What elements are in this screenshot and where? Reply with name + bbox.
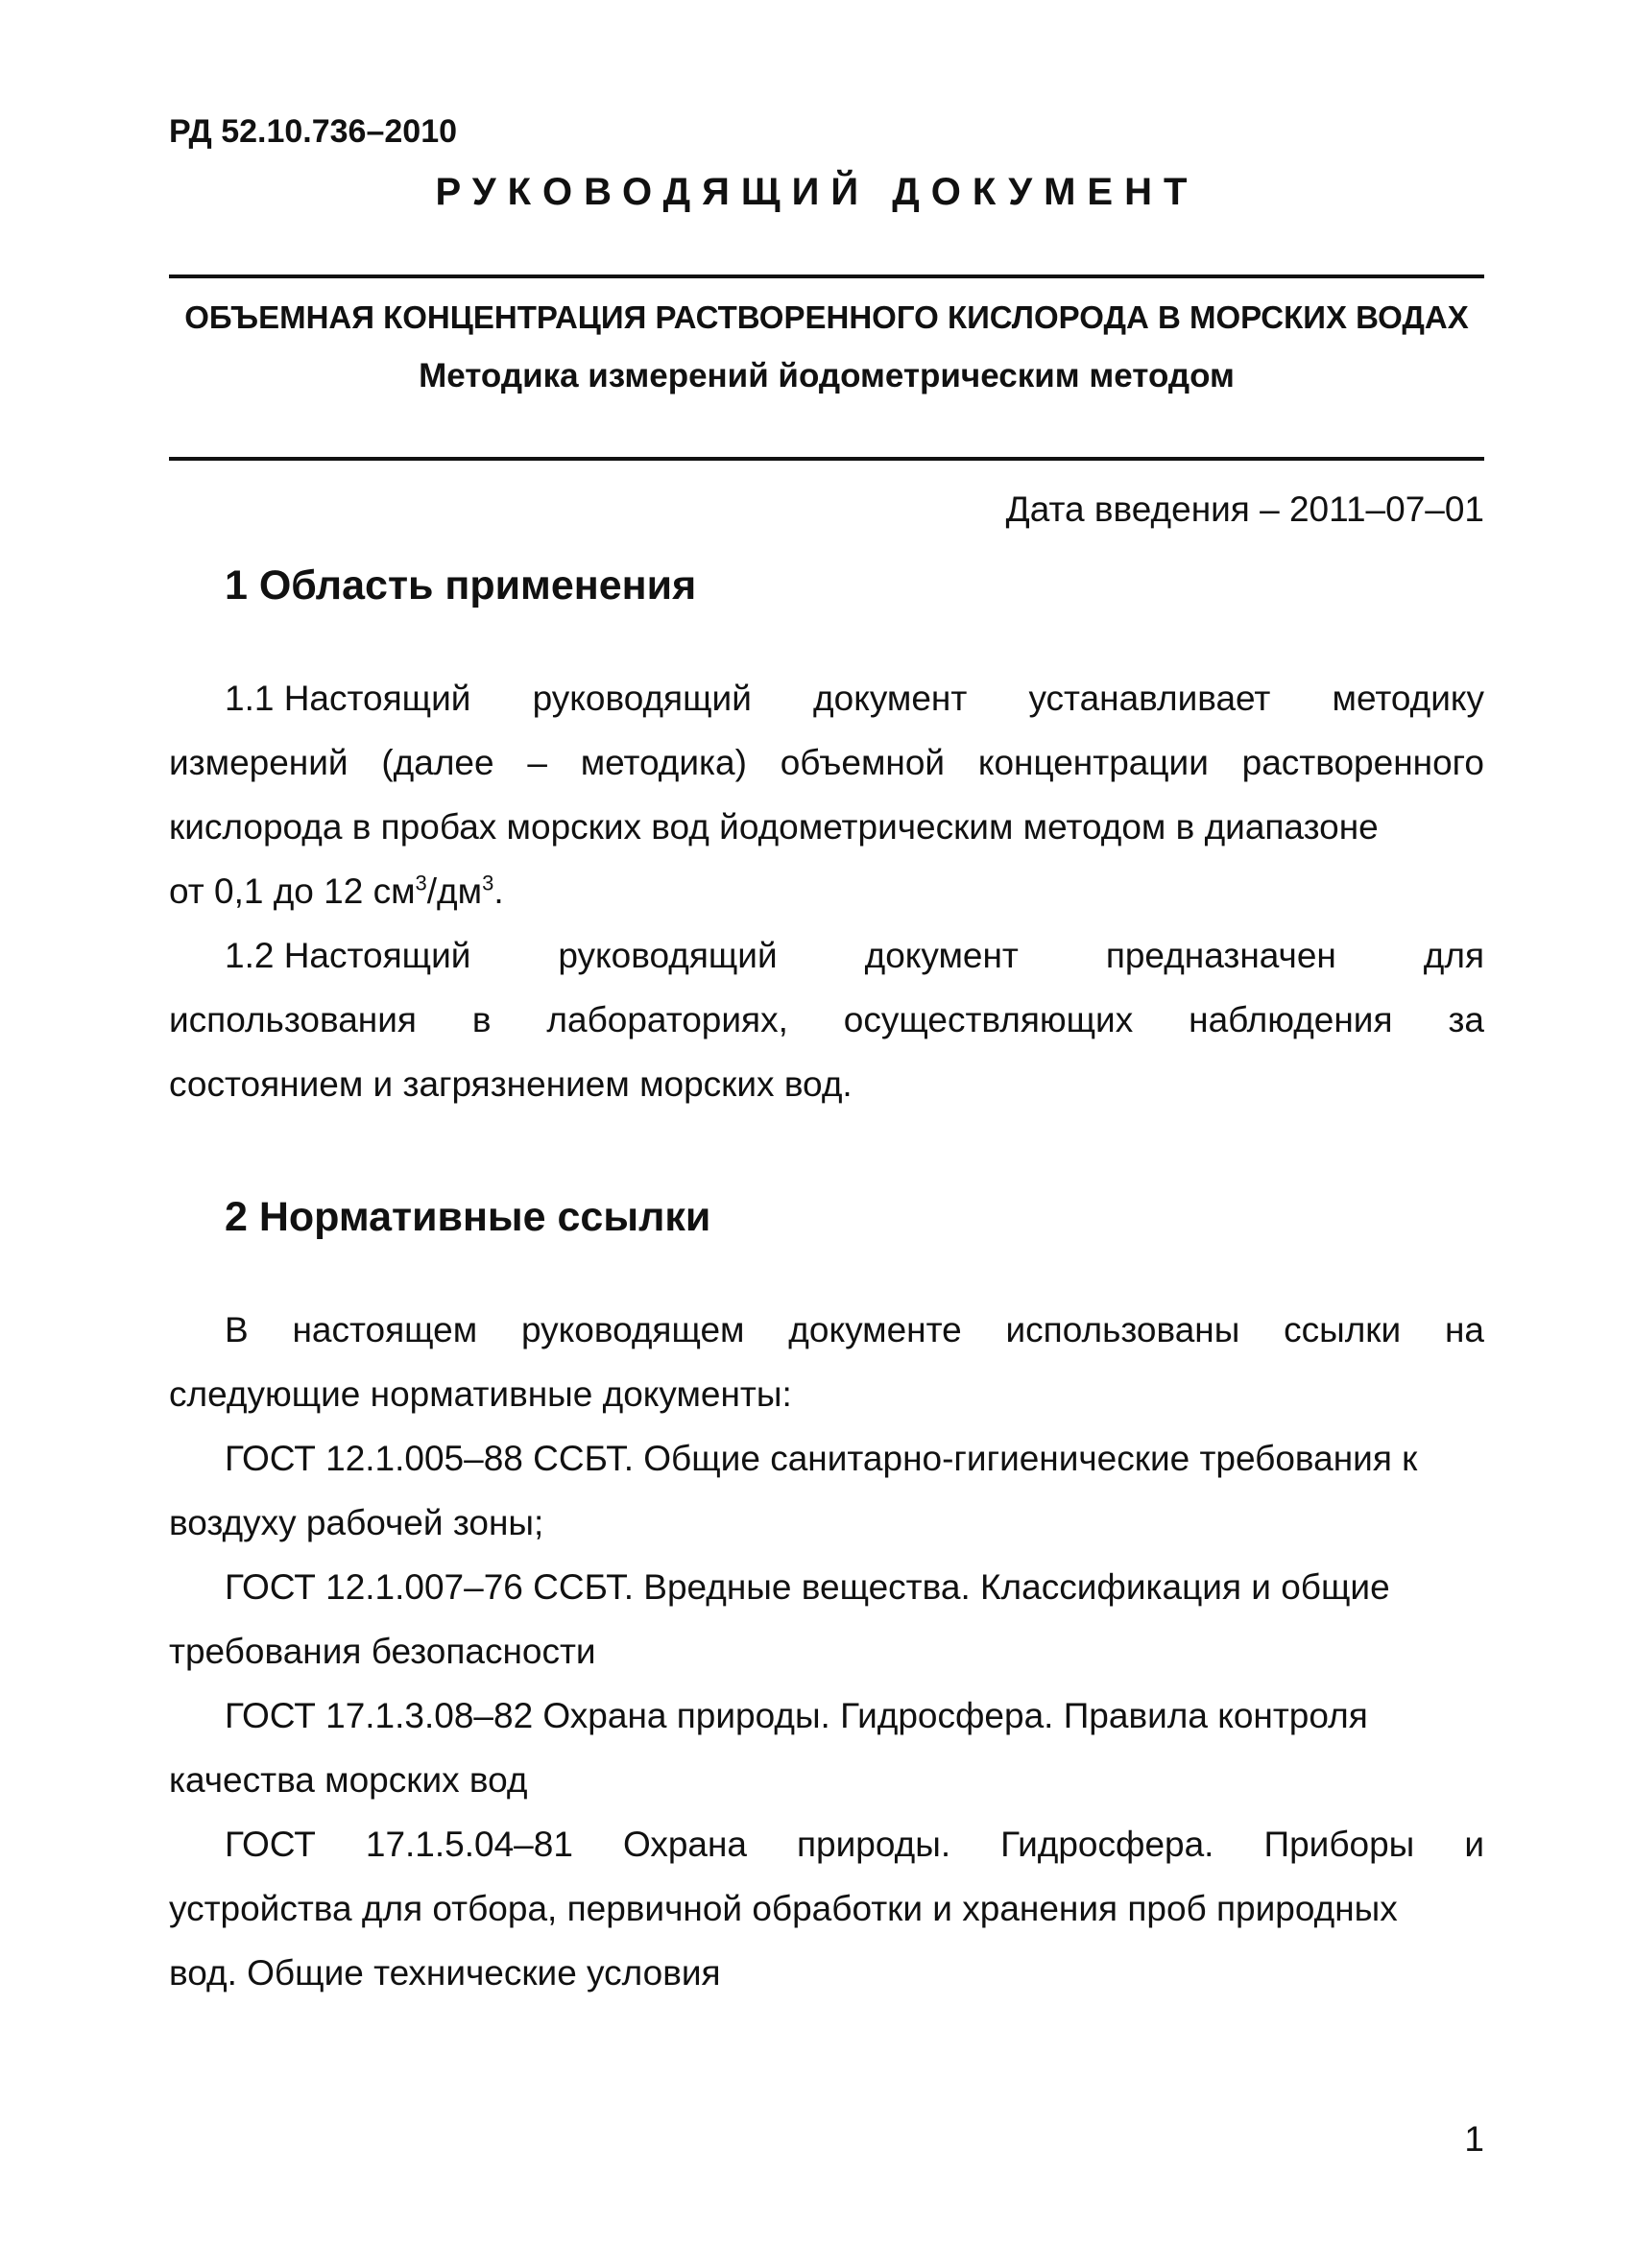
word: для	[1423, 936, 1484, 975]
word: руководящем	[520, 1310, 745, 1349]
paragraph-line: воздуху рабочей зоны;	[169, 1503, 544, 1542]
word: использованы	[1005, 1310, 1240, 1349]
section-2-heading: 2 Нормативные ссылки	[225, 1194, 711, 1240]
word: природы.	[797, 1825, 951, 1864]
reference-gost-12-1-005	[169, 1426, 1484, 1555]
word: настоящем	[292, 1310, 478, 1349]
word: измерений	[169, 743, 348, 782]
paragraph-line: следующие нормативные документы:	[169, 1374, 792, 1414]
paragraph-line: ГОСТ 17.1.3.08–82 Охрана природы. Гидросфера. Правила контроля	[225, 1696, 1368, 1735]
section-1-heading: 1 Область применения	[225, 562, 697, 609]
word: 17.1.5.04–81	[365, 1825, 573, 1864]
paragraph-line: состоянием и загрязнением морских вод.	[169, 1064, 853, 1104]
reference-gost-12-1-007	[169, 1555, 1484, 1683]
word: руководящий	[558, 936, 778, 975]
paragraph-line	[169, 666, 1484, 730]
word: 1.1 Настоящий	[225, 679, 471, 718]
superscript: 3	[415, 871, 427, 895]
paragraph-line: качества морских вод	[169, 1760, 528, 1800]
word: за	[1448, 1000, 1484, 1039]
word: использования	[169, 1000, 417, 1039]
section-2-paragraph-1	[169, 1298, 1484, 1426]
page-number: 1	[1464, 2119, 1484, 2159]
paragraph-line: кислорода в пробах морских вод йодометрическим методом в диапазоне	[169, 807, 1379, 847]
word: документ	[813, 679, 968, 718]
word: –	[527, 743, 547, 782]
title-rule-top	[169, 275, 1484, 278]
word: 1.2 Настоящий	[225, 936, 471, 975]
word: устанавливает	[1028, 679, 1271, 718]
paragraph-line	[169, 730, 1484, 795]
word: (далее	[381, 743, 494, 782]
reference-gost-17-1-5-04	[169, 1812, 1484, 2005]
word: ГОСТ	[225, 1825, 316, 1864]
unit-text: /дм	[426, 871, 483, 911]
word: документе	[788, 1310, 962, 1349]
paragraph-line: вод. Общие технические условия	[169, 1953, 721, 1993]
word: осуществляющих	[843, 1000, 1134, 1039]
reference-gost-17-1-3-08	[169, 1683, 1484, 1812]
paragraph-line	[169, 988, 1484, 1052]
document-title: ОБЪЕМНАЯ КОНЦЕНТРАЦИЯ РАСТВОРЕННОГО КИСЛОРОДА В МОРСКИХ ВОДАХ	[184, 299, 1469, 335]
paragraph-line: устройства для отбора, первичной обработки и хранения проб природных	[169, 1889, 1398, 1928]
word: ссылки	[1284, 1310, 1402, 1349]
word: документ	[864, 936, 1019, 975]
document-code: РД 52.10.736–2010	[169, 113, 458, 150]
word: предназначен	[1105, 936, 1336, 975]
section-1-paragraph-1	[169, 666, 1484, 923]
section-1-paragraph-2	[169, 923, 1484, 1116]
paragraph-line: требования безопасности	[169, 1632, 596, 1671]
word: В	[225, 1310, 249, 1349]
introduction-date: Дата введения – 2011–07–01	[1005, 489, 1484, 529]
word: руководящий	[532, 679, 752, 718]
paragraph-line	[169, 923, 1484, 988]
word: объемной	[780, 743, 946, 782]
word: Гидросфера.	[1000, 1825, 1214, 1864]
document-subtitle: Методика измерений йодометрическим методом	[419, 357, 1235, 394]
word: методику	[1332, 679, 1484, 718]
word: Приборы	[1263, 1825, 1415, 1864]
word: в	[471, 1000, 492, 1039]
superscript: 3	[482, 871, 494, 895]
word: и	[1464, 1825, 1484, 1864]
paragraph-line	[169, 859, 1484, 923]
word: наблюдения	[1189, 1000, 1393, 1039]
document-type-heading: РУКОВОДЯЩИЙ ДОКУМЕНТ	[435, 171, 1199, 213]
word: лабораториях,	[546, 1000, 788, 1039]
word: методика)	[580, 743, 747, 782]
range-text: от 0,1 до 12 см	[169, 871, 416, 911]
paragraph-line	[169, 1812, 1484, 1876]
paragraph-line: ГОСТ 12.1.007–76 ССБТ. Вредные вещества. Классификация и общие	[225, 1567, 1390, 1607]
paragraph-line: ГОСТ 12.1.005–88 ССБТ. Общие санитарно-гигиенические требования к	[225, 1439, 1418, 1478]
punctuation: .	[493, 871, 504, 911]
word: концентрации	[977, 743, 1209, 782]
title-rule-bottom	[169, 457, 1484, 461]
word: Охрана	[622, 1825, 747, 1864]
paragraph-line	[169, 1298, 1484, 1362]
word: растворенного	[1241, 743, 1484, 782]
word: на	[1444, 1310, 1484, 1349]
